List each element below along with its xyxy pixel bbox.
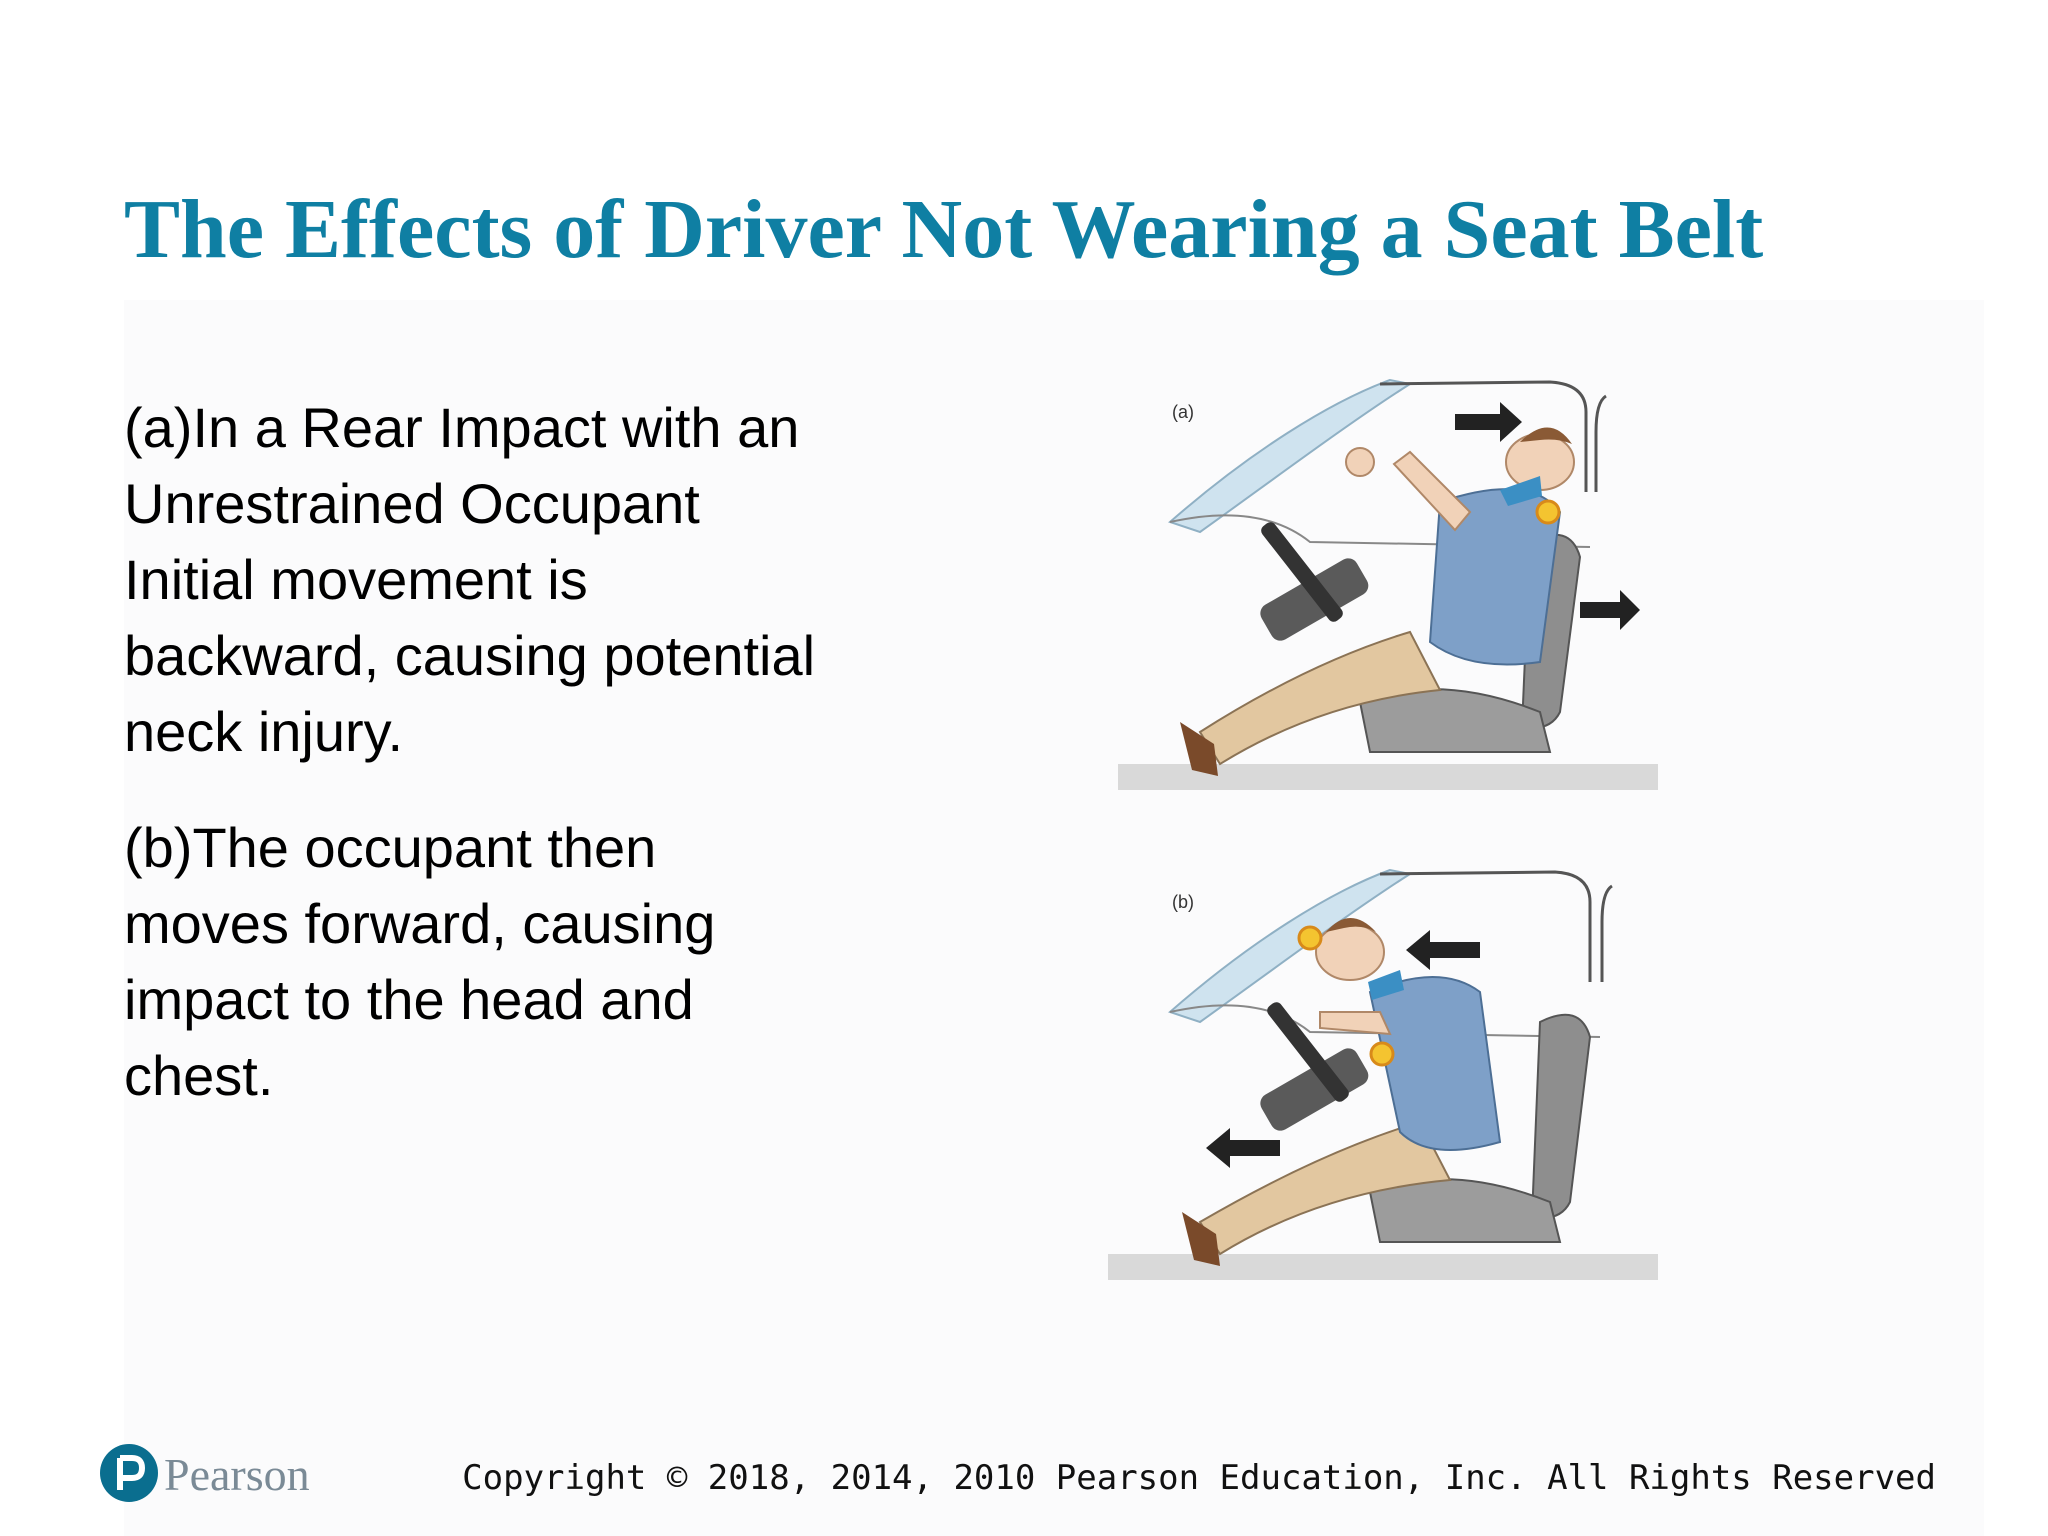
forward-impact-illustration bbox=[1100, 862, 1670, 1292]
arm bbox=[1320, 1012, 1390, 1034]
illustration-label-b: (b) bbox=[1172, 892, 1194, 912]
paragraph-a bbox=[124, 390, 944, 770]
slide-title: The Effects of Driver Not Wearing a Seat Belt bbox=[124, 183, 1764, 276]
pearson-logo-icon bbox=[100, 1444, 158, 1502]
illustration-label-a: (a) bbox=[1172, 402, 1194, 422]
windshield bbox=[1170, 380, 1410, 532]
paragraph-a-line: Initial movement is bbox=[124, 548, 588, 611]
arrow-right-icon bbox=[1455, 402, 1522, 442]
arrow-left-icon bbox=[1206, 1128, 1280, 1168]
arrow-right-icon bbox=[1580, 590, 1640, 630]
paragraph-b-line: impact to the head and bbox=[124, 968, 694, 1031]
paragraph-a-line: Unrestrained Occupant bbox=[124, 472, 700, 535]
roof-line bbox=[1380, 872, 1590, 982]
arrow-left-icon bbox=[1406, 930, 1480, 970]
impact-marker bbox=[1537, 501, 1559, 523]
seat-cushion bbox=[1370, 1179, 1560, 1242]
b-pillar bbox=[1596, 396, 1606, 492]
impact-marker bbox=[1299, 927, 1321, 949]
paragraph-b bbox=[124, 810, 944, 1114]
rear-impact-illustration bbox=[1110, 372, 1670, 802]
floor bbox=[1108, 1254, 1658, 1280]
head bbox=[1316, 924, 1384, 980]
seat-back bbox=[1532, 1015, 1590, 1218]
paragraph-b-line: chest. bbox=[124, 1044, 274, 1107]
paragraph-a-line: (a)In a Rear Impact with an bbox=[124, 396, 800, 459]
arm bbox=[1394, 452, 1470, 530]
copyright-notice: Copyright © 2018, 2014, 2010 Pearson Education, Inc. All Rights Reserved bbox=[462, 1458, 1936, 1498]
paragraph-a-line: neck injury. bbox=[124, 700, 404, 763]
pearson-logo-text: Pearson bbox=[164, 1449, 310, 1500]
paragraph-a-line: backward, causing potential bbox=[124, 624, 816, 687]
impact-marker bbox=[1371, 1043, 1393, 1065]
paragraph-b-line: (b)The occupant then bbox=[124, 816, 657, 879]
b-pillar bbox=[1602, 886, 1612, 982]
hand bbox=[1346, 448, 1374, 476]
paragraph-b-line: moves forward, causing bbox=[124, 892, 716, 955]
